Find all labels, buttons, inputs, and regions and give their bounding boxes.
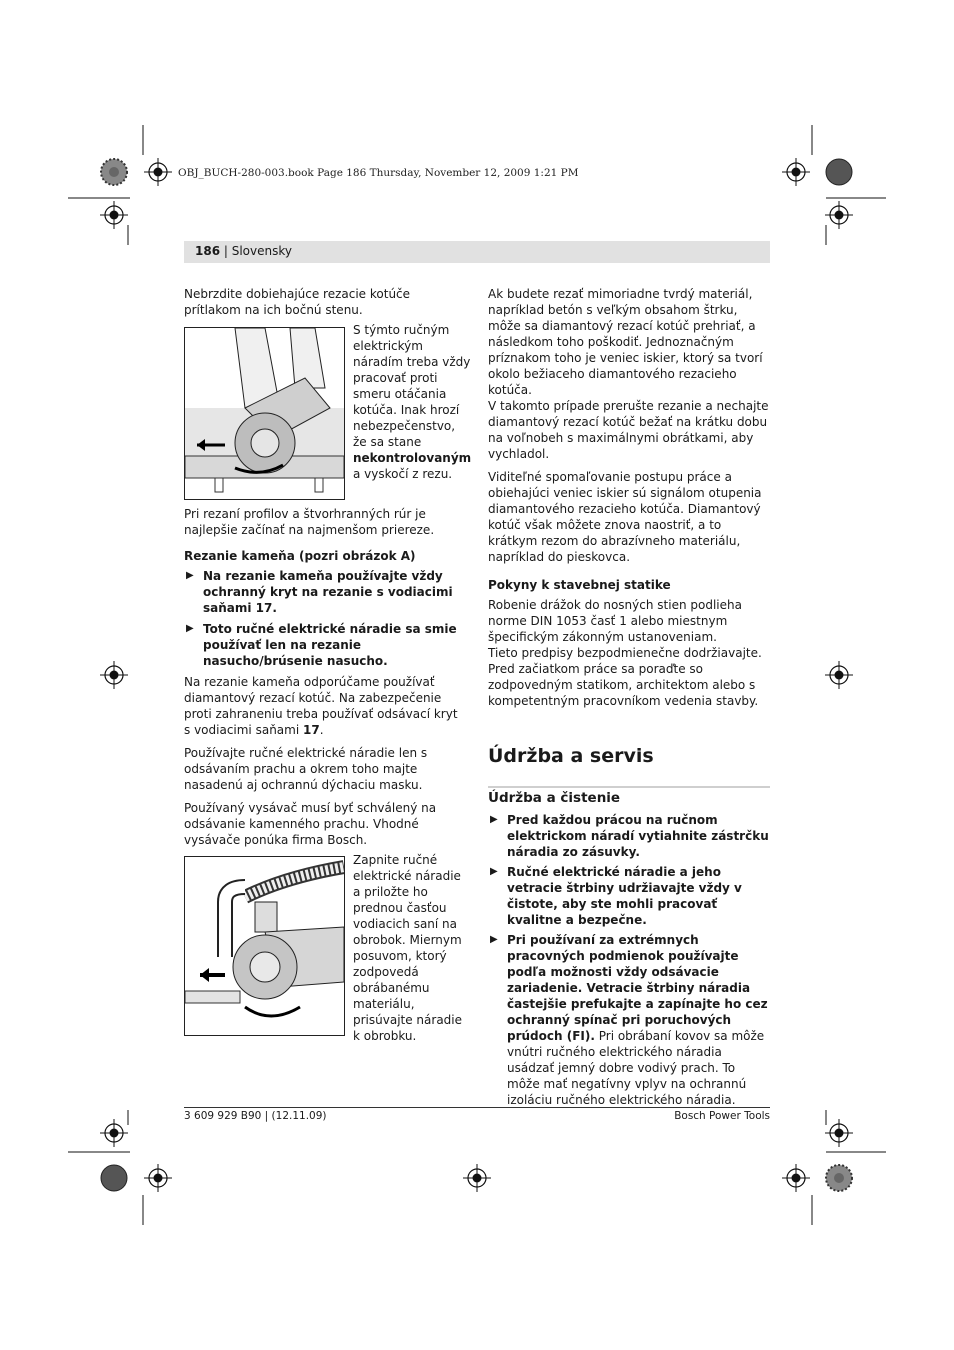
bullet-arrow-icon: ▶: [490, 866, 498, 877]
header-language: Slovensky: [231, 244, 292, 258]
caption2-line: prisúvajte náradie: [353, 1013, 463, 1027]
caption2-line: Zapnite ručné: [353, 853, 438, 867]
caption1-line: elektrickým: [353, 339, 423, 353]
caption2-line: a priložte ho: [353, 885, 428, 899]
maintenance-bullet-1: [488, 812, 770, 860]
statics-paragraph: Robenie drážok do nosných stien podlieha norme DIN 1053 časť 1 alebo miestnym špecifickým zákonným ustanoveniam.: [488, 598, 742, 644]
maintenance-bullet-3-text: Pri obrábaní kovov sa môže vnútri ručného elektrického náradia usádzať jemný dobre vodivý prach. To môže mať negatívny vplyv na ochrannú izoláciu ručného elektrického náradia.: [507, 1029, 765, 1107]
figure-cutting-direction: [184, 327, 345, 500]
caption2-line: materiálu,: [353, 997, 415, 1011]
caption2-line: k obrobku.: [353, 1029, 417, 1043]
maintenance-bullet-2-text: Ručné elektrické náradie a jeho vetracie štrbiny udržiavajte vždy v čistote, aby ste mohli pracovať kvalitne a bezpečne.: [507, 865, 742, 927]
caption1-line: S týmto ručným: [353, 323, 450, 337]
profiles-paragraph: Pri rezaní profilov a štvorhranných rúr je najlepšie začínať na najmenšom priereze.: [184, 507, 435, 537]
stone-paragraph: [184, 674, 466, 738]
caption1-line: pracovať proti: [353, 371, 438, 385]
stone-bullet-2: [184, 621, 466, 669]
figure-2-caption: [353, 852, 471, 1044]
slowdown-paragraph: Viditeľné spomaľovanie postupu práce a obiehajúci veniec iskier sú signálom otupenia diamantového rezacieho kotúča. Diamantový kotúč však môžete znova naostriť, a to krátkym rezom do abrazívneho materiálu, napríklad do pieskovca.: [488, 470, 762, 564]
caption2-line: obrobok. Miernym: [353, 933, 462, 947]
print-info-line: OBJ_BUCH-280-003.book Page 186 Thursday, November 12, 2009 1:21 PM: [178, 167, 579, 179]
caption2-line: obrábanému: [353, 981, 430, 995]
bullet-arrow-icon: ▶: [490, 814, 498, 825]
footer-document-number: 3 609 929 B90 | (12.11.09): [184, 1110, 327, 1122]
maintenance-bullet-3: [488, 932, 770, 1108]
interrupt-paragraph: V takomto prípade prerušte rezanie a nechajte diamantový rezací kotúč bežať na krátku dobu na voľnobeh s maximálnymi obrátkami, aby vychladol.: [488, 399, 769, 461]
figure-dust-extraction: [184, 856, 345, 1036]
footer-brand: Bosch Power Tools: [674, 1110, 770, 1122]
maintenance-bullet-3-bold: Pri používaní za extrémnych pracovných podmienok používajte podľa možnosti vždy odsávacie zariadenie. Vetracie štrbiny náradia častejšie prefukajte a zapínajte ho cez ochranný spínač pri poruchových prúdoch (FI).: [507, 933, 768, 1043]
caption1-line: kotúča. Inak hrozí: [353, 403, 460, 417]
caption2-line: vodiacich saní na: [353, 917, 458, 931]
caption1-bold: nekontrolovaným: [353, 451, 472, 465]
left-column: [184, 286, 466, 318]
hard-material-paragraph: Ak budete rezať mimoriadne tvrdý materiál, napríklad betón s veľkým obsahom štrku, môže sa diamantový rezací kotúč prehriať, a následkom toho poškodiť. Jednoznačným príznakom toho je veniec iskier, ktorý sa tvorí okolo bežiaceho diamantového rezacieho kotúča.: [488, 287, 763, 397]
caption1-line: že sa stane: [353, 435, 422, 449]
caption2-line: elektrické náradie: [353, 869, 461, 883]
maintenance-bullet-1-text: Pred každou prácou na ručnom elektrickom náradí vytiahnite zástrčku náradia zo zásuvky.: [507, 813, 769, 859]
stone-bullet-2-text: Toto ručné elektrické náradie sa smie používať len na rezanie nasucho/brúsenie nasucho.: [203, 622, 457, 668]
figure-1-caption: [353, 322, 471, 482]
stone-paragraph-text: Na rezanie kameňa odporúčame používať diamantový rezací kotúč. Na zabezpečenie proti zahraneniu treba používať odsávací kryt s vodiacimi saňami: [184, 675, 458, 737]
caption1-end: a vyskočí z rezu.: [353, 467, 453, 481]
subsection-title: Údržba a čistenie: [488, 790, 621, 806]
section-title: Údržba a servis: [488, 745, 654, 767]
caption1-line: náradím treba vždy: [353, 355, 471, 369]
section-rule: [488, 786, 770, 788]
caption2-line: prednou časťou: [353, 901, 447, 915]
left-column-lower: [184, 506, 466, 848]
intro-paragraph: Nebrzdite dobiehajúce rezacie kotúče prítlakom na ich bočnú stenu.: [184, 287, 411, 317]
caption1-line: smeru otáčania: [353, 387, 447, 401]
statics-paragraph-2: Tieto predpisy bezpodmienečne dodržiavajte. Pred začiatkom práce sa poraďte so zodpovedným statikom, architektom alebo s kompetentným pracovníkom vedenia stavby.: [488, 646, 762, 708]
bullet-arrow-icon: ▶: [490, 934, 498, 945]
dust-paragraph: Používajte ručné elektrické náradie len s odsávaním prachu a okrem toho majte nasadenú aj ochrannú dýchaciu masku.: [184, 746, 428, 792]
stone-paragraph-ref: 17: [303, 723, 320, 737]
maintenance-bullets: [488, 812, 770, 1108]
bullet-arrow-icon: ▶: [186, 570, 194, 581]
maintenance-bullet-2: [488, 864, 770, 928]
footer-rule: [184, 1107, 770, 1108]
right-column: [488, 286, 770, 709]
bullet-arrow-icon: ▶: [186, 623, 194, 634]
statics-heading: Pokyny k stavebnej statike: [488, 578, 671, 592]
header-separator: |: [220, 244, 232, 258]
caption1-line: nebezpečenstvo,: [353, 419, 456, 433]
page-header: [195, 244, 292, 258]
figure-dust-extraction-drawing: [185, 857, 344, 1035]
stone-bullet-1: [184, 568, 466, 616]
caption2-line: zodpovedá: [353, 965, 419, 979]
stone-cutting-heading: Rezanie kameňa (pozri obrázok A): [184, 549, 416, 563]
figure-cutting-direction-drawing: [185, 328, 344, 499]
page-number: 186: [195, 244, 221, 258]
stone-bullet-1-text: Na rezanie kameňa používajte vždy ochranný kryt na rezanie s vodiacimi saňami 17.: [203, 569, 453, 615]
page-header-bar: [184, 241, 770, 263]
caption2-line: posuvom, ktorý: [353, 949, 447, 963]
vacuum-paragraph: Používaný vysávač musí byť schválený na odsávanie kamenného prachu. Vhodné vysávače ponúka firma Bosch.: [184, 801, 437, 847]
stone-paragraph-end: .: [319, 723, 324, 737]
